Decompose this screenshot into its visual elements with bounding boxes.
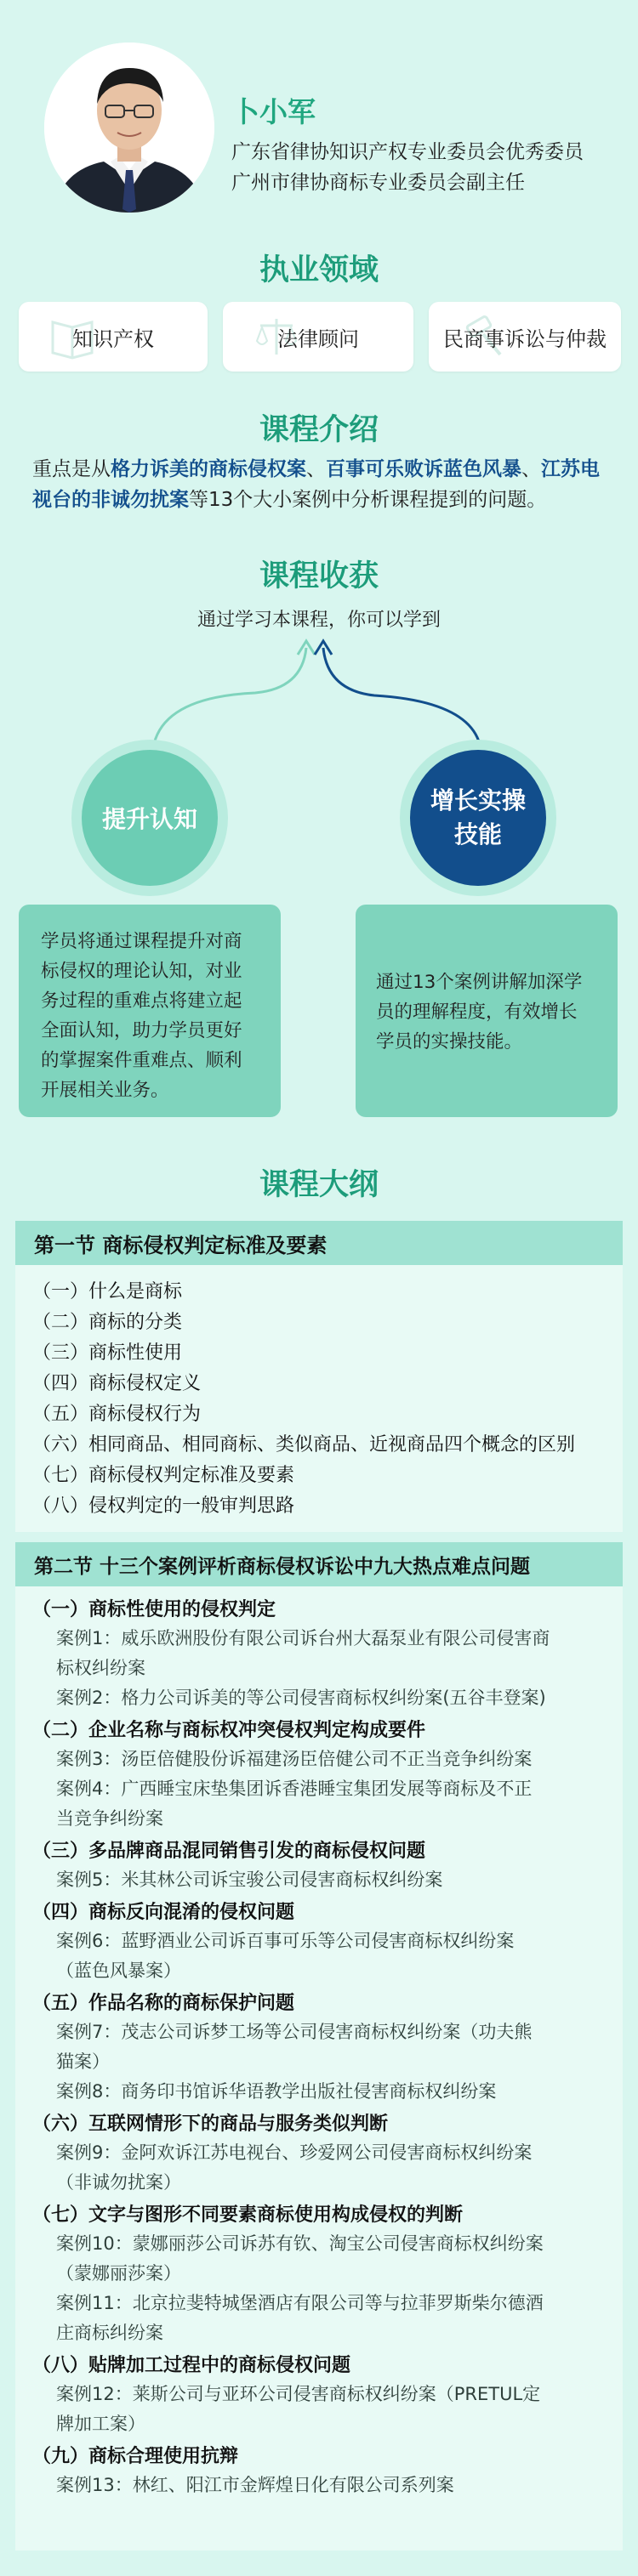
intro-paragraph xyxy=(32,454,611,515)
gains-subtitle: 通过学习本课程，你可以学到 xyxy=(197,610,441,631)
outline-case: 案例6：蓝野酒业公司诉百事可乐等公司侵害商标权纠纷案 xyxy=(56,1931,515,1951)
intro-highlight: 格力诉美的商标侵权案 xyxy=(111,458,306,480)
outline-group: （四）商标反向混淆的侵权问题 xyxy=(32,1902,295,1923)
outline-group: （二）企业名称与商标权冲突侵权判定构成要件 xyxy=(32,1720,426,1741)
practice-label: 法律顾问 xyxy=(277,326,359,351)
outline-item: （七）商标侵权判定标准及要素 xyxy=(32,1465,295,1486)
intro-text: 、 xyxy=(521,458,541,480)
circle-cognition: 提升认知 xyxy=(82,750,218,886)
panel-line: 标侵权的理论认知，对业 xyxy=(41,961,242,982)
outline-case: 案例3：汤臣倍健股份诉福建汤臣倍健公司不正当竞争纠纷案 xyxy=(56,1749,533,1769)
outline-group: （一）商标性使用的侵权判定 xyxy=(32,1599,276,1620)
panel-line: 员的理解程度，有效增长 xyxy=(376,1001,578,1023)
panel-line: 学员的实操技能。 xyxy=(376,1031,523,1053)
circle-skills-line2: 技能 xyxy=(453,820,502,848)
outline-case: 案例8：商务印书馆诉华语教学出版社侵害商标权纠纷案 xyxy=(56,2081,497,2102)
outline-case: （非诚勿扰案） xyxy=(56,2172,181,2193)
panel-line: 通过13个案例讲解加深学 xyxy=(376,972,583,993)
panel-line: 全面认知，助力学员更好 xyxy=(41,1020,242,1041)
outline-section-1-body xyxy=(15,1265,623,1532)
panel-line: 开展相关业务。 xyxy=(41,1080,169,1101)
lecturer-name: 卜小军 xyxy=(231,95,316,128)
outline-item: （五）商标侵权行为 xyxy=(32,1404,202,1425)
outline-case: 案例10：蒙娜丽莎公司诉苏有钦、淘宝公司侵害商标权纠纷案 xyxy=(56,2233,544,2254)
practice-card-ip xyxy=(19,302,208,372)
outline-case: 猫案） xyxy=(56,2051,110,2072)
outline-case: 案例1：威乐欧洲股份有限公司诉台州大磊泵业有限公司侵害商 xyxy=(56,1628,550,1648)
outline-item: （六）相同商品、相同商标、类似商品、近视商品四个概念的区别 xyxy=(32,1434,576,1455)
intro-text: 等13个大小案例中分析课程提到的问题。 xyxy=(189,489,547,511)
circle-skills xyxy=(410,750,546,886)
intro-highlight: 江苏电视台的非诚勿扰案 xyxy=(32,458,600,511)
outline-case: 案例7：茂志公司诉梦工场等公司侵害商标权纠纷案（功夫熊 xyxy=(56,2022,533,2042)
outline-item: （四）商标侵权定义 xyxy=(32,1373,202,1394)
outline-case: （蒙娜丽莎案） xyxy=(56,2263,181,2284)
outline-group: （三）多品牌商品混同销售引发的商标侵权问题 xyxy=(32,1841,426,1862)
outline-case: 案例2：格力公司诉美的等公司侵害商标权纠纷案(五谷丰登案) xyxy=(56,1688,546,1708)
outline-case: 案例11：北京拉斐特城堡酒店有限公司等与拉菲罗斯柴尔德酒 xyxy=(56,2293,544,2313)
outline-item: （八）侵权判定的一般审判思路 xyxy=(32,1495,295,1517)
lecturer-portrait-icon xyxy=(44,43,214,213)
gain-panel-right xyxy=(356,905,618,1117)
outline-case: 案例13：林红、阳江市金辉煌日化有限公司系列案 xyxy=(56,2475,454,2495)
practice-title: 执业领域 xyxy=(259,253,379,287)
lecturer-title-2: 广州市律协商标专业委员会副主任 xyxy=(231,172,525,194)
gain-panel-left-text xyxy=(41,927,242,1105)
outline-case: （蓝色风暴案） xyxy=(56,1960,181,1981)
intro-highlight: 百事可乐败诉蓝色风暴 xyxy=(326,458,521,480)
outline-group: （六）互联网情形下的商品与服务类似判断 xyxy=(32,2114,389,2135)
lecturer-photo xyxy=(44,43,214,213)
outline-title: 课程大纲 xyxy=(259,1168,379,1202)
gain-panel-left xyxy=(19,905,281,1117)
outline-case: 案例5：米其林公司诉宝骏公司侵害商标权纠纷案 xyxy=(56,1870,443,1890)
outline-case: 牌加工案） xyxy=(56,2414,145,2434)
lecturer-title-1: 广东省律协知识产权专业委员会优秀委员 xyxy=(231,141,584,163)
panel-line: 务过程的重难点将建立起 xyxy=(41,990,242,1012)
outline-case: 案例12：莱斯公司与亚环公司侵害商标权纠纷案（PRETUL定 xyxy=(56,2384,541,2404)
outline-case: 标权纠纷案 xyxy=(56,1658,145,1678)
outline-section-2-body xyxy=(15,1586,623,2550)
outline-case: 案例9：金阿欢诉江苏电视台、珍爱网公司侵害商标权纠纷案 xyxy=(56,2142,533,2163)
outline-group: （五）作品名称的商标保护问题 xyxy=(32,1993,295,2014)
practice-card-litigation xyxy=(429,302,621,372)
gains-title: 课程收获 xyxy=(259,559,379,593)
outline-item: （三）商标性使用 xyxy=(32,1342,183,1364)
outline-case: 庄商标纠纷案 xyxy=(56,2323,163,2343)
circle-skills-line1: 增长实操 xyxy=(430,786,526,814)
outline-case: 当竞争纠纷案 xyxy=(56,1808,163,1829)
outline-item: （一）什么是商标 xyxy=(32,1281,183,1302)
outline-item: （二）商标的分类 xyxy=(32,1312,183,1333)
outline-section-1-header: 第一节 商标侵权判定标准及要素 xyxy=(15,1221,623,1265)
outline-group: （九）商标合理使用抗辩 xyxy=(32,2446,239,2467)
outline-case: 案例4：广西睡宝床垫集团诉香港睡宝集团发展等商标及不正 xyxy=(56,1779,533,1799)
practice-card-counsel xyxy=(223,302,413,372)
panel-line: 学员将通过课程提升对商 xyxy=(41,931,242,952)
panel-line: 的掌握案件重难点、顺利 xyxy=(41,1050,242,1071)
outline-section-2-header: 第二节 十三个案例评析商标侵权诉讼中九大热点难点问题 xyxy=(15,1542,623,1586)
practice-label: 民商事诉讼与仲裁 xyxy=(443,326,607,351)
outline-group: （七）文字与图形不同要素商标使用构成侵权的判断 xyxy=(32,2204,464,2226)
outline-group: （八）贴牌加工过程中的商标侵权问题 xyxy=(32,2355,351,2376)
intro-text: 、 xyxy=(306,458,326,480)
practice-label: 知识产权 xyxy=(72,326,154,351)
gain-panel-right-text xyxy=(376,967,582,1057)
intro-title: 课程介绍 xyxy=(259,413,379,447)
intro-text: 重点是从 xyxy=(32,458,111,480)
